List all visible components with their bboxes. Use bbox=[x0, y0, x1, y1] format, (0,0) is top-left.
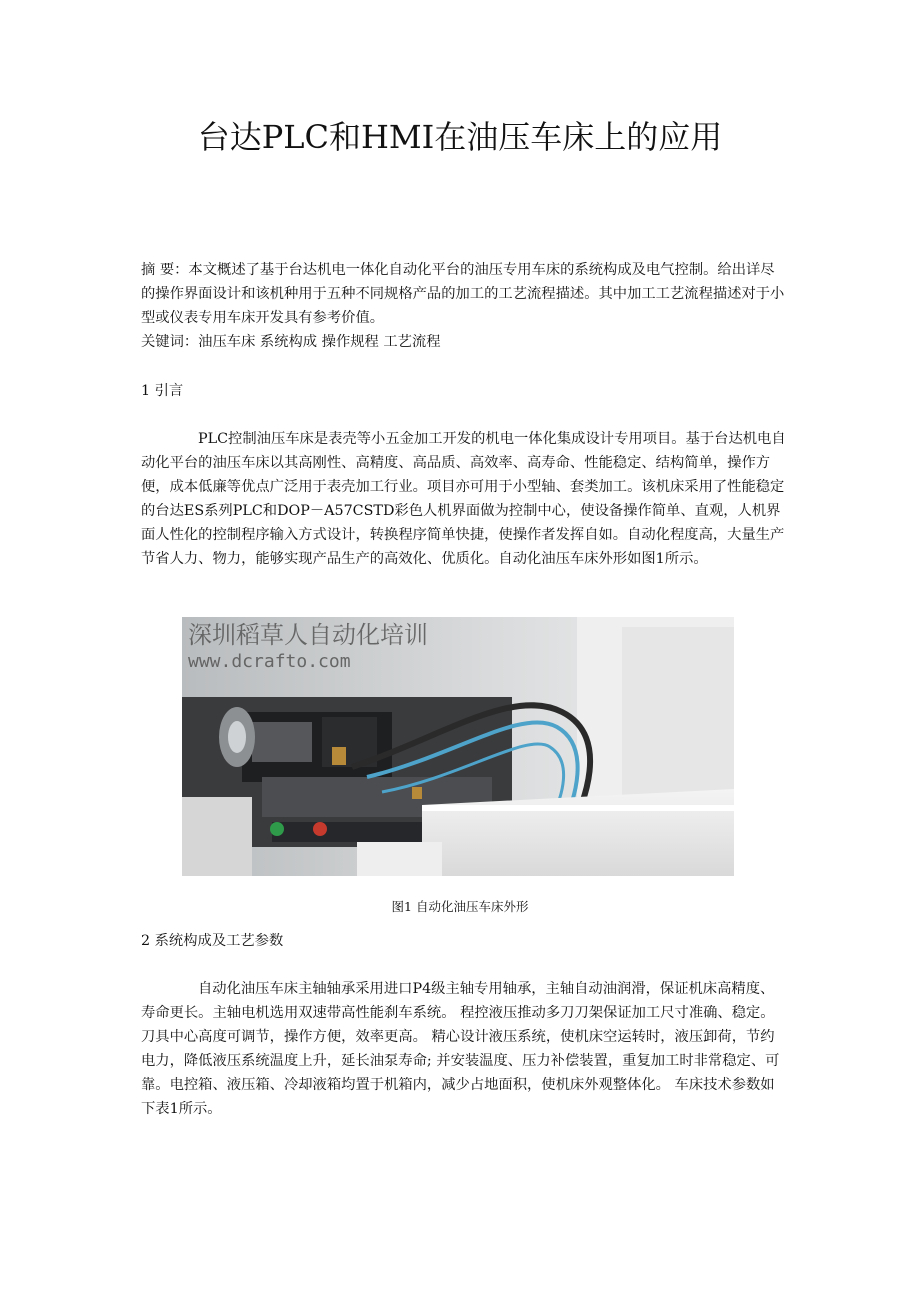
lathe-photo bbox=[182, 617, 734, 876]
document-title: 台达PLC和HMI在油压车床上的应用 bbox=[197, 118, 723, 156]
figure-watermark-line2: www.dcrafto.com bbox=[188, 651, 351, 672]
section-heading-introduction: 1 引言 bbox=[141, 383, 184, 399]
section-body-introduction: PLC控制油压车床是表壳等小五金加工开发的机电一体化集成设计专用项目。基于台达机电自动化平台的油压车床以其高刚性、高精度、高品质、高效率、高寿命、性能稳定、结构简单，操作方便，成本低廉等优点广泛用于表壳加工行业。项目亦可用于小型轴、套类加工。该机床采用了性能稳定的台达ES系列PLC和DOP－A57CSTD彩色人机界面做为控制中心，使设备操作简单、直观，人机界面人性化的控制程序输入方式设计，转换程序简单快捷，使操作者发挥自如。自动化程度高，大量生产节省人力、物力，能够实现产品生产的高效化、优质化。自动化油压车床外形如图1所示。 bbox=[141, 431, 786, 567]
keywords: 关键词：油压车床 系统构成 操作规程 工艺流程 bbox=[141, 334, 441, 350]
section-body-system: 自动化油压车床主轴轴承采用进口P4级主轴专用轴承，主轴自动油润滑，保证机床高精度、寿命更长。主轴电机选用双速带高性能刹车系统。 程控液压推动多刀刀架保证加工尺寸准确、稳定。 刀具中心高度可调节，操作方便，效率更高。 精心设计液压系统，使机床空运转时，液压卸荷，节约电力，降低液压系统温度上升，延长油泵寿命; 并安装温度、压力补偿装置，重复加工时非常稳定、可靠。电控箱、液压箱、冷却液箱均置于机箱内，减少占地面积，使机床外观整体化。 车床技术参数如下表1所示。 bbox=[141, 981, 780, 1117]
figure-caption: 图1 自动化油压车床外形 bbox=[391, 898, 529, 914]
section-heading-system: 2 系统构成及工艺参数 bbox=[141, 933, 284, 949]
abstract: 摘 要：本文概述了基于台达机电一体化自动化平台的油压专用车床的系统构成及电气控制。给出详尽的操作界面设计和该机种用于五种不同规格产品的加工的工艺流程描述。其中加工工艺流程描述对于小型或仪表专用车床开发具有参考价值。 bbox=[141, 262, 785, 326]
lathe-illustration bbox=[182, 617, 734, 876]
figure-watermark-line1: 深圳稻草人自动化培训 bbox=[188, 621, 428, 649]
